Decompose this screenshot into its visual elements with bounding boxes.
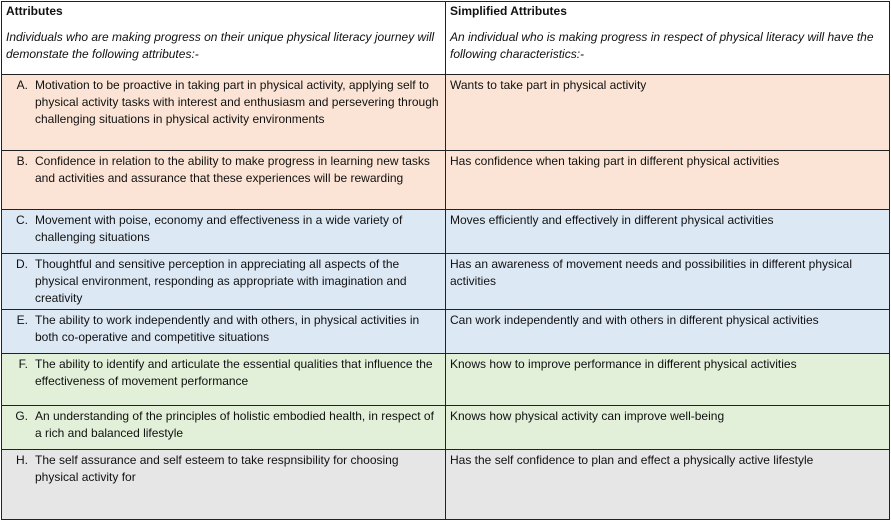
simplified-text: Knows how physical activity can improve well-being xyxy=(450,409,725,424)
attribute-cell xyxy=(2,151,446,210)
simplified-cell xyxy=(446,75,890,151)
attribute-cell xyxy=(2,406,446,450)
table-row xyxy=(2,75,890,151)
simplified-text: Has the self confidence to plan and effect a physically active lifestyle xyxy=(450,453,814,468)
attribute-text: Movement with poise, economy and effectiveness in a wide variety of challenging situations xyxy=(35,213,403,244)
simplified-cell xyxy=(446,310,890,354)
attribute-cell xyxy=(2,354,446,406)
row-letter: D. xyxy=(16,257,28,271)
header-simplified-title: Simplified Attributes xyxy=(450,4,567,18)
simplified-cell xyxy=(446,210,890,254)
attributes-table xyxy=(1,1,890,520)
simplified-text: Can work independently and with others in different physical activities xyxy=(450,313,819,328)
attribute-cell xyxy=(2,210,446,254)
simplified-cell xyxy=(446,406,890,450)
attribute-text: Motivation to be proactive in taking part in physical activity, applying self to physical activity tasks with interest and enthusiasm and persevering through challenging situations in physical activity environments xyxy=(35,78,439,126)
attribute-text: Thoughtful and sensitive perception in appreciating all aspects of the physical environment, responding as appropriate with imagination and creativity xyxy=(35,257,407,305)
row-letter: B. xyxy=(16,154,28,168)
attribute-text: The self assurance and self esteem to take respnsibility for choosing physical activity for xyxy=(35,453,399,485)
simplified-text: Knows how to improve performance in different physical activities xyxy=(450,357,797,372)
attribute-cell xyxy=(2,310,446,354)
attribute-cell xyxy=(2,75,446,151)
simplified-cell xyxy=(446,450,890,520)
row-letter: F. xyxy=(18,357,28,372)
table-row xyxy=(2,210,890,254)
attribute-text: The ability to work independently and with others, in physical activities in both co-operative and competitive situations xyxy=(35,313,420,345)
simplified-cell xyxy=(446,151,890,210)
table-row xyxy=(2,450,890,520)
simplified-cell xyxy=(446,254,890,310)
simplified-cell xyxy=(446,354,890,406)
header-row xyxy=(2,2,890,75)
table-row xyxy=(2,406,890,450)
header-attributes-title: Attributes xyxy=(6,4,63,18)
row-letter: C. xyxy=(16,213,28,227)
table-row xyxy=(2,310,890,354)
simplified-text: Wants to take part in physical activity xyxy=(450,78,647,92)
table-row xyxy=(2,354,890,406)
header-simplified-cell xyxy=(446,2,890,75)
simplified-text: Moves efficiently and effectively in different physical activities xyxy=(450,213,774,227)
attribute-text: An understanding of the principles of holistic embodied health, in respect of a rich and balanced lifestyle xyxy=(35,409,434,441)
header-simplified-intro: An individual who is making progress in respect of physical literacy will have the following characteristics:- xyxy=(450,29,874,61)
row-letter: A. xyxy=(16,78,28,92)
header-attributes-intro: Individuals who are making progress on their unique physical literacy journey will demonstate the following attributes:- xyxy=(6,29,435,61)
row-letter: G. xyxy=(15,409,28,424)
attribute-cell xyxy=(2,450,446,520)
table-row xyxy=(2,151,890,210)
attribute-text: The ability to identify and articulate the essential qualities that influence the effectiveness of movement performance xyxy=(35,357,433,389)
table-row xyxy=(2,254,890,310)
row-letter: E. xyxy=(16,313,28,328)
attribute-text: Confidence in relation to the ability to make progress in learning new tasks and activities and assurance that these experiences will be rewarding xyxy=(35,154,430,185)
header-attributes-cell xyxy=(2,2,446,75)
simplified-text: Has an awareness of movement needs and possibilities in different physical activities xyxy=(450,257,852,288)
simplified-text: Has confidence when taking part in different physical activities xyxy=(450,154,780,168)
row-letter: H. xyxy=(16,453,28,468)
attribute-cell xyxy=(2,254,446,310)
